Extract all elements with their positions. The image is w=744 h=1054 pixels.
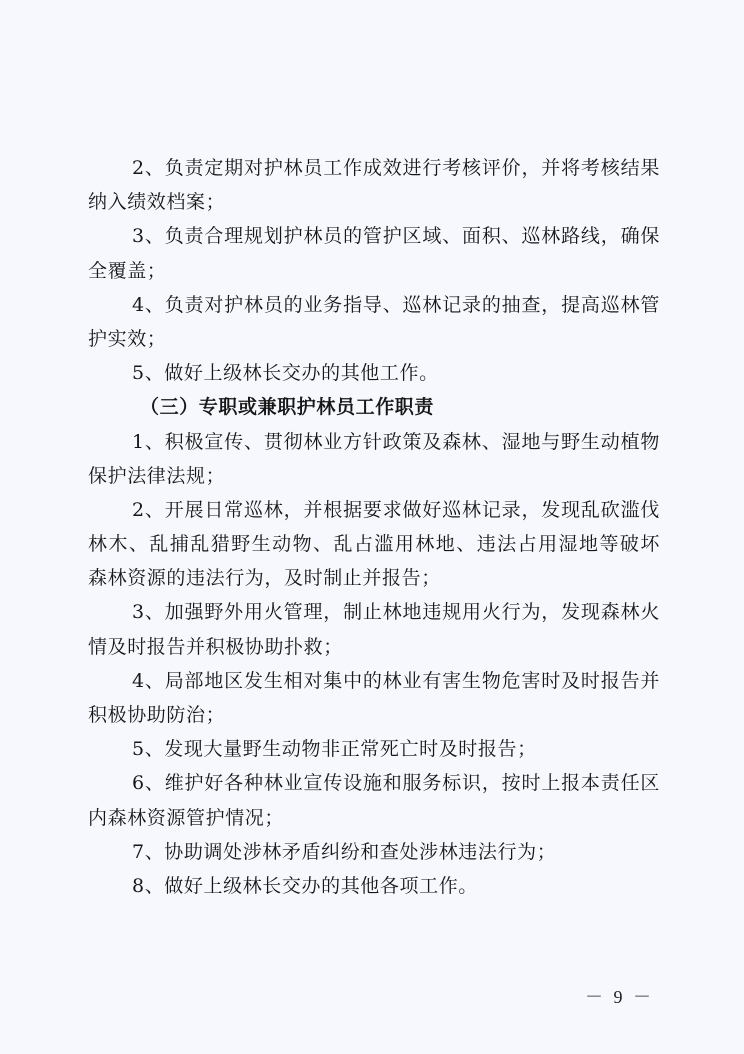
paragraph-line: 内森林资源管护情况； xyxy=(88,806,285,829)
paragraph-line: 6、维护好各种林业宣传设施和服务标识，按时上报本责任区 xyxy=(132,772,660,795)
paragraph-line: 情及时报告并积极协助扑救； xyxy=(88,635,343,658)
document-body xyxy=(88,151,660,903)
paragraph-line: 全覆盖； xyxy=(88,259,167,282)
paragraph-line: 5、发现大量野生动物非正常死亡时及时报告； xyxy=(132,738,537,761)
paragraph-line: 4、局部地区发生相对集中的林业有害生物危害时及时报告并 xyxy=(132,669,660,692)
paragraph-line: 积极协助防治； xyxy=(88,704,226,726)
page-number: － 9 － xyxy=(585,987,654,1007)
paragraph-line: 1、积极宣传、贯彻林业方针政策及森林、湿地与野生动植物 xyxy=(132,430,660,453)
paragraph-line: 7、协助调处涉林矛盾纠纷和查处涉林违法行为； xyxy=(132,840,557,863)
paragraph-line: 林木、乱捕乱猎野生动物、乱占滥用林地、违法占用湿地等破坏 xyxy=(88,533,660,556)
paragraph-line: 5、做好上级林长交办的其他工作。 xyxy=(132,362,439,385)
paragraph-line: 2、开展日常巡林，并根据要求做好巡林记录，发现乱砍滥伐 xyxy=(132,498,660,521)
paragraph-line: 3、加强野外用火管理，制止林地违规用火行为，发现森林火 xyxy=(132,601,660,624)
paragraph-line: 3、负责合理规划护林员的管护区域、面积、巡林路线，确保 xyxy=(132,225,660,248)
section-heading: （三）专职或兼职护林员工作职责 xyxy=(140,396,435,419)
paragraph-line: 纳入绩效档案； xyxy=(88,191,226,214)
paragraph-line: 8、做好上级林长交办的其他各项工作。 xyxy=(132,874,478,897)
paragraph-line: 4、负责对护林员的业务指导、巡林记录的抽查，提高巡林管 xyxy=(132,293,660,316)
paragraph-line: 2、负责定期对护林员工作成效进行考核评价，并将考核结果 xyxy=(132,157,660,179)
paragraph-line: 保护法律法规； xyxy=(88,464,226,487)
paragraph-line: 护实效； xyxy=(88,327,167,350)
paragraph-line: 森林资源的违法行为，及时制止并报告； xyxy=(88,567,441,590)
